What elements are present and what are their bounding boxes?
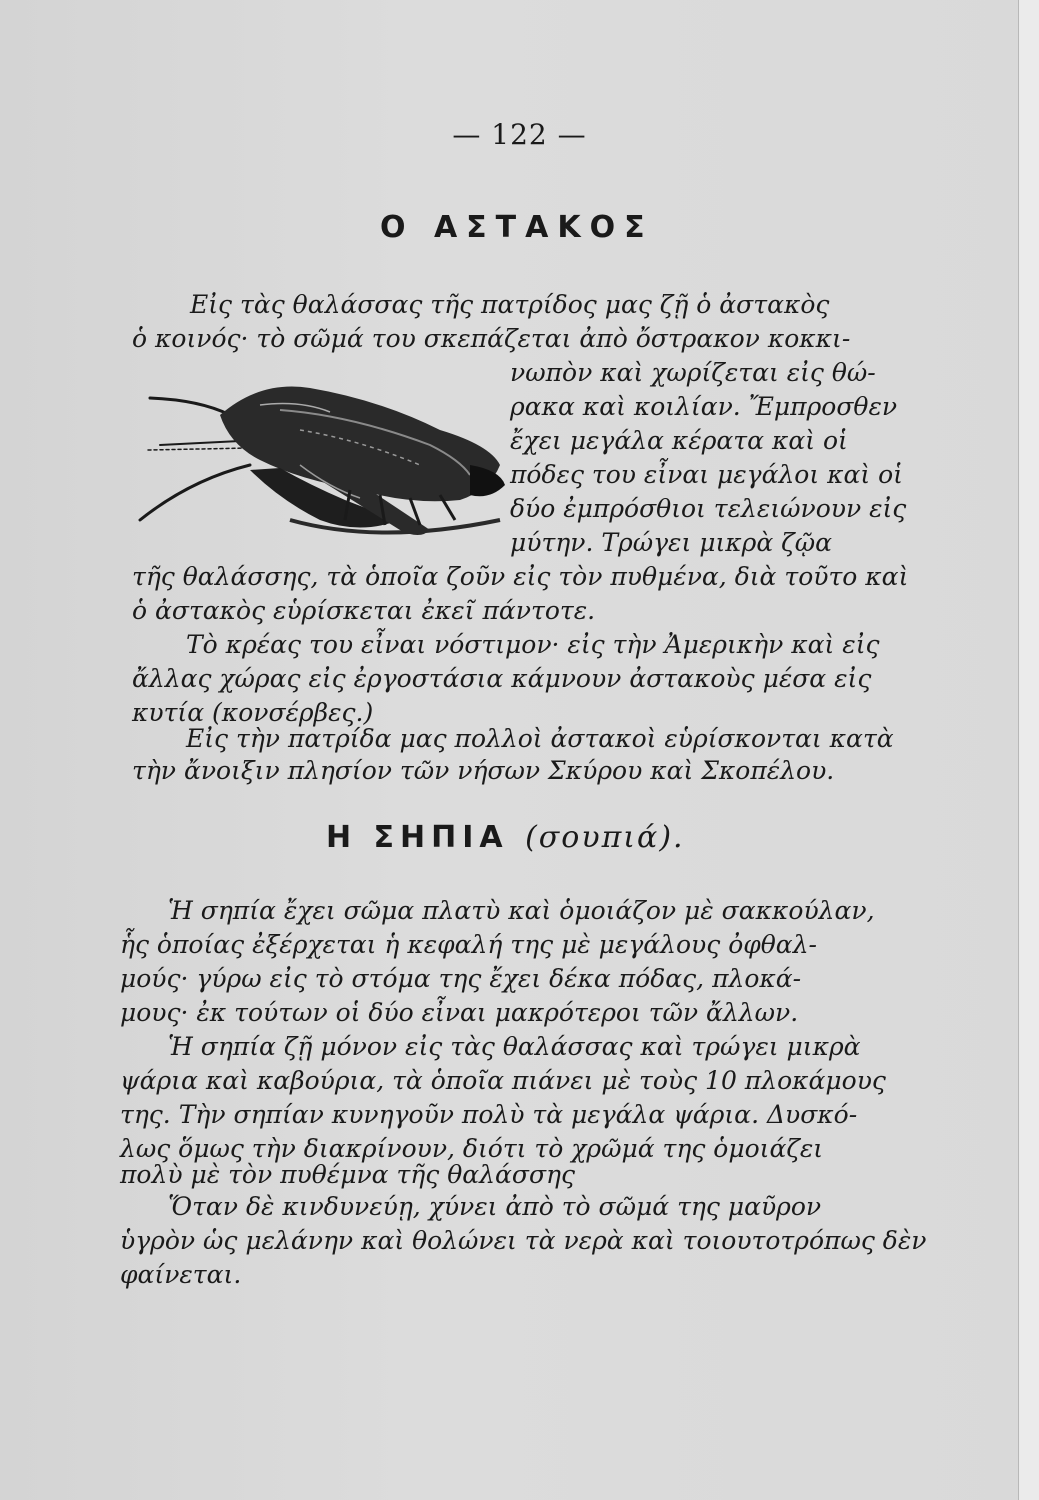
- text-line: Ἡ σηπία ἔχει σῶμα πλατὺ καὶ ὁμοιάζον μὲ σακκούλαν,: [168, 896, 875, 925]
- section-title-cuttlefish-main: Η ΣΗΠΙΑ: [326, 820, 509, 855]
- text-line: κυτία (κονσέρβες.): [132, 698, 374, 727]
- text-line: τῆς θαλάσσης, τὰ ὁποῖα ζοῦν εἰς τὸν πυθμένα, διὰ τοῦτο καὶ: [132, 562, 909, 591]
- text-line: Ἡ σηπία ζῇ μόνον εἰς τὰς θαλάσσας καὶ τρώγει μικρὰ: [168, 1032, 861, 1061]
- text-line: πολὺ μὲ τὸν πυθέμνα τῆς θαλάσσης: [120, 1160, 576, 1189]
- text-line: δύο ἐμπρόσθιοι τελειώνουν εἰς: [510, 494, 907, 523]
- text-line: ὁ ἀστακὸς εὑρίσκεται ἐκεῖ πάντοτε.: [132, 596, 596, 625]
- text-line: Εἰς τὰς θαλάσσας τῆς πατρίδος μας ζῇ ὁ ἀστακὸς: [190, 290, 830, 319]
- text-line: μύτην. Τρώγει μικρὰ ζῷα: [510, 528, 832, 557]
- text-line: λως ὅμως τὴν διακρίνουν, διότι τὸ χρῶμά της ὁμοιάζει: [120, 1134, 824, 1163]
- text-line: Τὸ κρέας του εἶναι νόστιμον· εἰς τὴν Ἀμερικὴν καὶ εἰς: [186, 630, 880, 659]
- text-line: Ὅταν δὲ κινδυνεύῃ, χύνει ἀπὸ τὸ σῶμά της μαῦρον: [168, 1192, 822, 1221]
- text-line: μους· ἐκ τούτων οἱ δύο εἶναι μακρότεροι τῶν ἄλλων.: [120, 998, 799, 1027]
- text-line: ψάρια καὶ καβούρια, τὰ ὁποῖα πιάνει μὲ τοὺς 10 πλοκάμους: [120, 1066, 886, 1095]
- text-line: νωπὸν καὶ χωρίζεται εἰς θώ-: [510, 358, 876, 387]
- page-number: — 122 —: [452, 118, 587, 151]
- text-line: ἔχει μεγάλα κέρατα καὶ οἱ: [510, 426, 848, 455]
- text-line: της. Τὴν σηπίαν κυνηγοῦν πολὺ τὰ μεγάλα ψάρια. Δυσκό-: [120, 1100, 858, 1129]
- text-line: πόδες του εἶναι μεγάλοι καὶ οἱ: [510, 460, 903, 489]
- text-line: ἄλλας χώρας εἰς ἐργοστάσια κάμνουν ἀστακοὺς μέσα εἰς: [132, 664, 872, 693]
- text-line: ρακα καὶ κοιλίαν. Ἔμπροσθεν: [510, 392, 898, 421]
- section-title-lobster: Ο ΑΣΤΑΚΟΣ: [380, 210, 654, 245]
- section-title-cuttlefish: [326, 820, 685, 855]
- text-line: ὑγρὸν ὡς μελάνην καὶ θολώνει τὰ νερὰ καὶ τοιουτοτρόπως δὲν: [120, 1226, 927, 1255]
- text-line: ὁ κοινός· τὸ σῶμά του σκεπάζεται ἀπὸ ὄστρακον κοκκι-: [132, 324, 851, 353]
- text-line: τὴν ἄνοιξιν πλησίον τῶν νήσων Σκύρου καὶ Σκοπέλου.: [132, 756, 835, 785]
- text-line: Εἰς τὴν πατρίδα μας πολλοὶ ἀστακοὶ εὑρίσκονται κατὰ: [186, 724, 894, 753]
- text-line: φαίνεται.: [120, 1260, 242, 1289]
- text-line: ἧς ὁποίας ἐξέρχεται ἡ κεφαλή της μὲ μεγάλους ὀφθαλ-: [120, 930, 817, 959]
- text-line: μούς· γύρω εἰς τὸ στόμα της ἔχει δέκα πόδας, πλοκά-: [120, 964, 802, 993]
- lobster-engraving-icon: [130, 370, 520, 550]
- section-title-cuttlefish-subtitle: (σουπιά).: [525, 820, 685, 855]
- page-edge: [1018, 0, 1039, 1500]
